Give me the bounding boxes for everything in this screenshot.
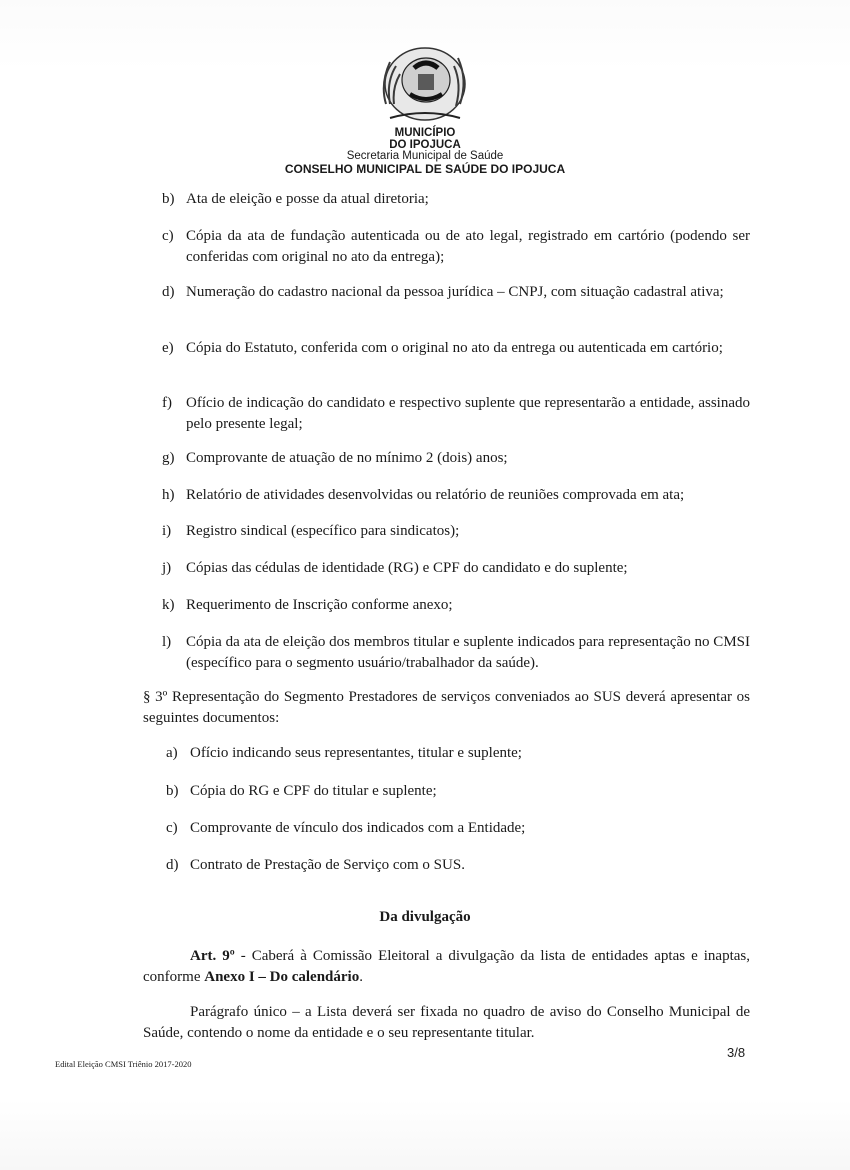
paragraph-3: § 3º Representação do Segmento Prestadores de serviços conveniados ao SUS deverá apresentar os seguintes documentos:	[143, 689, 750, 726]
list-item-f	[162, 393, 750, 435]
municipal-seal-logo	[370, 44, 480, 128]
list-item-g	[162, 448, 750, 469]
list-item-d	[162, 282, 750, 303]
list-item-d2	[166, 855, 686, 876]
list-item-b2	[166, 781, 686, 802]
list-item-letter: b)	[166, 783, 179, 799]
list-item-text: Cópias das cédulas de identidade (RG) e CPF do candidato e do suplente;	[186, 560, 628, 576]
list-item-text: Numeração do cadastro nacional da pessoa jurídica – CNPJ, com situação cadastral ativa;	[186, 284, 724, 300]
list-item-text: Requerimento de Inscrição conforme anexo;	[186, 597, 453, 613]
list-item-letter: f)	[162, 395, 172, 411]
list-item-c	[162, 226, 750, 268]
list-item-text: Cópia do Estatuto, conferida com o original no ato da entrega ou autenticada em cartório;	[186, 340, 723, 356]
list-item-a	[166, 743, 686, 764]
list-item-letter: d)	[162, 284, 175, 300]
list-item-letter: k)	[162, 597, 175, 613]
header-do-ipojuca: DO IPOJUCA	[389, 138, 461, 151]
list-item-text: Contrato de Prestação de Serviço com o SUS.	[190, 857, 465, 873]
section-heading: Da divulgação	[379, 909, 471, 925]
letterhead	[0, 44, 850, 176]
list-item-text: Comprovante de vínculo dos indicados com a Entidade;	[190, 820, 526, 836]
list-item-h	[162, 485, 750, 506]
list-item-text: Comprovante de atuação de no mínimo 2 (dois) anos;	[186, 450, 508, 466]
list-item-letter: h)	[162, 487, 175, 503]
footer-edital: Edital Eleição CMSI Triênio 2017-2020	[55, 1059, 192, 1069]
list-item-letter: i)	[162, 523, 172, 539]
list-item-text: Registro sindical (específico para sindicatos);	[186, 523, 460, 539]
list-item-letter: a)	[166, 745, 178, 761]
list-item-text: Ofício indicando seus representantes, titular e suplente;	[190, 745, 522, 761]
list-item-e	[162, 338, 750, 359]
list-item-text: Cópia da ata de eleição dos membros titular e suplente indicados para representação no CMSI (específico para o segmento usuário/trabalhador da saúde).	[186, 634, 750, 671]
list-item-letter: g)	[162, 450, 175, 466]
header-conselho: CONSELHO MUNICIPAL DE SAÚDE DO IPOJUCA	[284, 161, 566, 176]
list-item-l	[162, 632, 750, 674]
list-item-c2	[166, 818, 686, 839]
page-number: 3/8	[727, 1045, 746, 1060]
list-item-text: Relatório de atividades desenvolvidas ou relatório de reuniões comprovada em ata;	[186, 487, 685, 503]
article-9-label: Art. 9º	[190, 948, 235, 964]
list-item-text: Cópia da ata de fundação autenticada ou de ato legal, registrado em cartório (podendo ser conferidas com original no ato da entrega);	[186, 228, 750, 265]
article-9-annex: Anexo I – Do calendário	[204, 969, 360, 985]
article-9	[143, 946, 750, 988]
list-item-k	[162, 595, 750, 616]
list-item-letter: j)	[162, 560, 172, 576]
list-item-letter: l)	[162, 634, 172, 650]
list-item-j	[162, 558, 750, 579]
article-9-end: .	[359, 969, 363, 985]
list-item-text: Cópia do RG e CPF do titular e suplente;	[190, 783, 437, 799]
list-item-text: Ofício de indicação do candidato e respectivo suplente que representarão a entidade, assinado pelo presente legal;	[186, 395, 750, 432]
list-item-i	[162, 521, 750, 542]
paragrafo-unico: Parágrafo único – a Lista deverá ser fixada no quadro de aviso do Conselho Municipal de Saúde, contendo o nome da entidade e o seu representante titular.	[143, 1004, 750, 1041]
list-item-letter: c)	[162, 228, 174, 244]
header-municipio: MUNICÍPIO	[394, 127, 456, 139]
list-item-text: Ata de eleição e posse da atual diretoria;	[186, 191, 429, 207]
article-9-text: - Caberá à Comissão Eleitoral a divulgação da lista de entidades aptas e inaptas, conforme	[143, 948, 750, 985]
list-item-letter: c)	[166, 820, 178, 836]
list-item-letter: b)	[162, 191, 175, 207]
list-item-letter: d)	[166, 857, 179, 873]
list-item-letter: e)	[162, 340, 174, 356]
list-item-b	[162, 189, 750, 210]
header-secretaria: Secretaria Municipal de Saúde	[346, 150, 504, 162]
